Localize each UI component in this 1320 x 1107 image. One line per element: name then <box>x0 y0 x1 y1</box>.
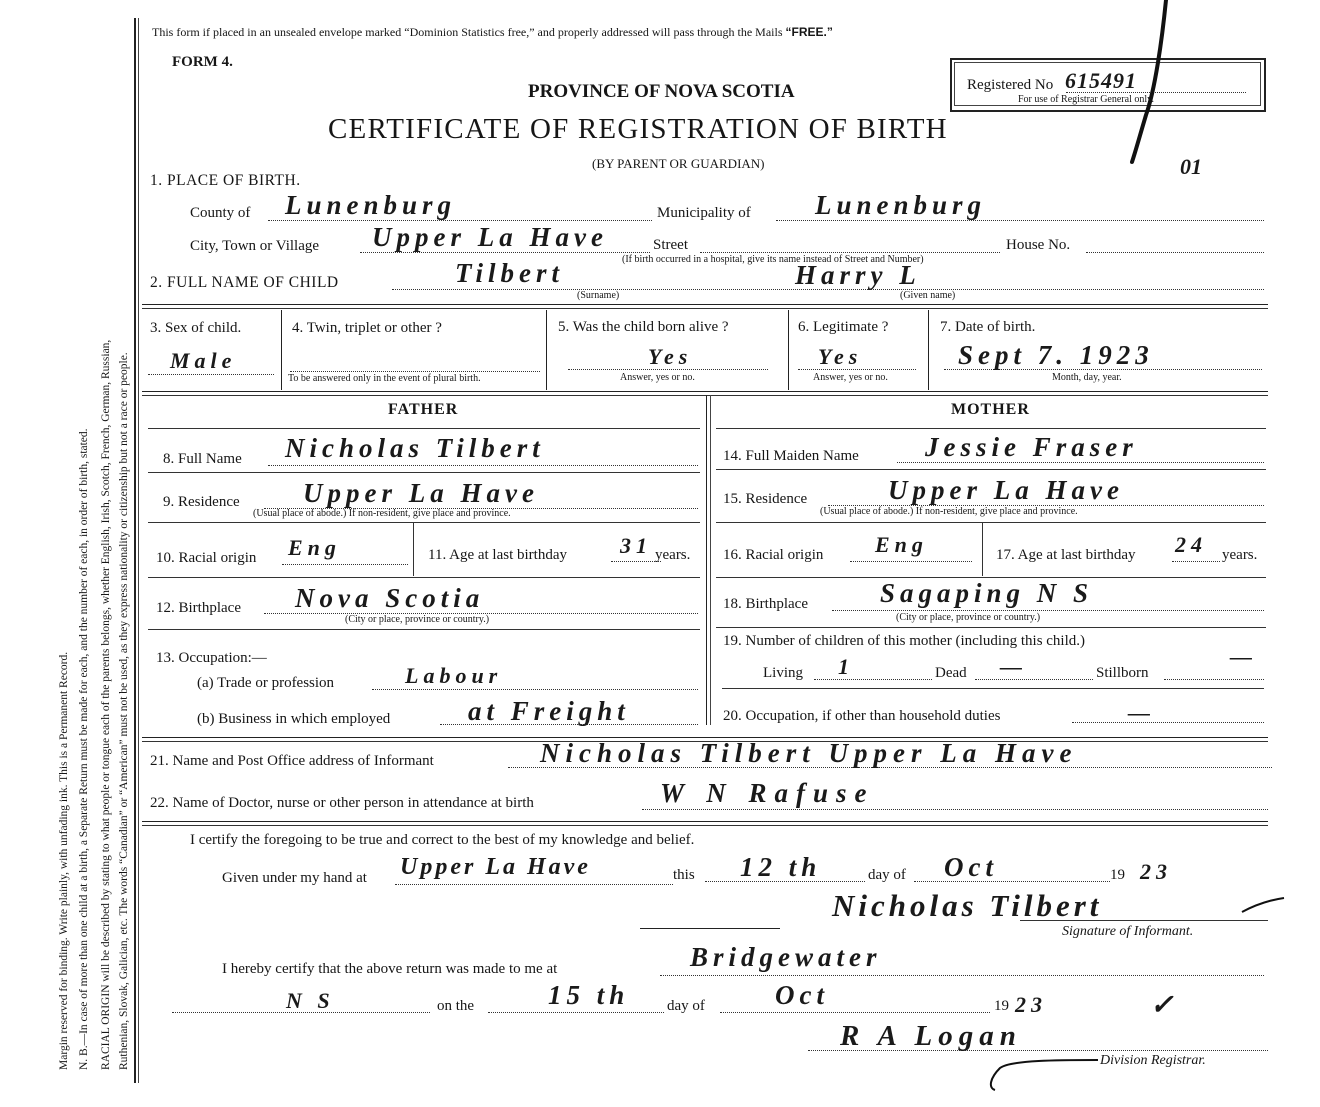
dob-label: 7. Date of birth. <box>940 319 1036 335</box>
alive-value: Yes <box>648 344 693 369</box>
twin-note: To be answered only in the event of plural birth. <box>288 373 481 384</box>
doctor-label: 22. Name of Doctor, nurse or other person in attendance at birth <box>150 795 534 811</box>
informant-signature-caption: Signature of Informant. <box>1062 924 1194 939</box>
doctor-value: W N Rafuse <box>660 778 875 808</box>
father-birthplace-note: (City or place, province or country.) <box>345 614 490 625</box>
father-trade-value: Labour <box>405 663 503 688</box>
registrar-place2-value: N S <box>286 988 335 1013</box>
registrar-month-value: Oct <box>775 980 829 1010</box>
legitimate-note: Answer, yes or no. <box>813 372 888 383</box>
father-race-label: 10. Racial origin <box>156 550 257 566</box>
registrar-day-value: 15 th <box>548 980 630 1010</box>
certify-year-prefix: 19 <box>1110 867 1125 883</box>
form-number: FORM 4. <box>172 54 233 70</box>
father-race-value: Eng <box>288 535 341 560</box>
certify-statement: I certify the foregoing to be true and correct to the best of my knowledge and belief. <box>190 832 695 848</box>
dob-value: Sept 7. 1923 <box>958 340 1154 370</box>
mother-dead-label: Dead <box>935 665 967 681</box>
mother-age-label: 17. Age at last birthday <box>996 547 1136 563</box>
top-notice: This form if placed in an unsealed envelope marked “Dominion Statistics free,” and properly addressed will pass through the Mails “FREE.” <box>152 25 833 39</box>
mother-occupation-value: — <box>1128 700 1155 725</box>
informant-value: Nicholas Tilbert Upper La Have <box>540 738 1078 768</box>
registration-note: For use of Registrar General only. <box>1018 94 1154 105</box>
mother-living-value: 1 <box>838 654 854 679</box>
given-place-value: Upper La Have <box>400 854 591 880</box>
city-value: Upper La Have <box>372 222 608 252</box>
father-residence-label: 9. Residence <box>163 494 240 510</box>
dob-note: Month, day, year. <box>1052 372 1122 383</box>
father-business-value: at Freight <box>468 696 630 726</box>
registrar-on-label: on the <box>437 998 475 1014</box>
mother-race-value: Eng <box>875 532 928 557</box>
twin-label: 4. Twin, triplet or other ? <box>292 320 442 336</box>
alive-note: Answer, yes or no. <box>620 372 695 383</box>
father-age-label: 11. Age at last birthday <box>428 547 567 563</box>
registrar-statement: I hereby certify that the above return was made to me at <box>222 961 558 977</box>
father-name-label: 8. Full Name <box>163 451 242 467</box>
mother-residence-value: Upper La Have <box>888 475 1124 505</box>
certify-day-label: day of <box>868 867 906 883</box>
father-trade-label: (a) Trade or profession <box>197 675 335 691</box>
registrar-place-value: Bridgewater <box>690 942 882 972</box>
sex-value: Male <box>170 348 237 373</box>
this-label: this <box>673 867 695 883</box>
father-heading: FATHER <box>388 401 459 418</box>
registrar-signature: R A Logan <box>840 1020 1022 1052</box>
margin-note-racial-origin: RACIAL ORIGIN will be described by stating to what people or tongue each of the parents belongs, whether English, Irish, Scotch, French, German, Russian, <box>100 339 112 1070</box>
mother-residence-label: 15. Residence <box>723 491 808 507</box>
alive-label: 5. Was the child born alive ? <box>558 319 729 335</box>
mother-residence-note: (Usual place of abode.) If non-resident, give place and province. <box>820 506 1078 517</box>
margin-note-binding: Margin reserved for binding. Write plainly, with unfading ink. This is a Permanent Record. <box>58 651 70 1070</box>
father-birthplace-label: 12. Birthplace <box>156 600 241 616</box>
page-title: CERTIFICATE OF REGISTRATION OF BIRTH <box>328 113 948 145</box>
city-label: City, Town or Village <box>190 238 320 254</box>
registration-number: 615491 <box>1065 68 1137 93</box>
page-subtitle: (BY PARENT OR GUARDIAN) <box>592 156 765 171</box>
hospital-note: (If birth occurred in a hospital, give its name instead of Street and Number) <box>622 254 924 265</box>
margin-note-racial-words: Ruthenian, Slovak, Galician, etc. The words “Canadian” or “American” must not be used, as they express nationality or citizenship but not a race or people. <box>118 352 130 1070</box>
surname-caption: (Surname) <box>577 290 620 301</box>
mother-race-label: 16. Racial origin <box>723 547 824 563</box>
given-label: Given under my hand at <box>222 870 367 886</box>
registrar-caption: Division Registrar. <box>1100 1053 1206 1068</box>
mother-birthplace-value: Sagaping N S <box>880 578 1094 608</box>
father-residence-value: Upper La Have <box>303 478 539 508</box>
father-birthplace-value: Nova Scotia <box>295 583 485 613</box>
registrar-year-suffix: 23 <box>1015 992 1047 1017</box>
municipality-value: Lunenburg <box>815 190 987 220</box>
registration-label: Registered No <box>967 77 1054 93</box>
certify-day-value: 12 th <box>740 852 822 882</box>
father-business-label: (b) Business in which employed <box>197 711 391 727</box>
informant-label: 21. Name and Post Office address of Informant <box>150 753 434 769</box>
mother-age-unit: years. <box>1222 547 1258 563</box>
informant-signature: Nicholas Tilbert <box>832 888 1103 923</box>
mother-birthplace-label: 18. Birthplace <box>723 596 808 612</box>
certify-year-suffix: 23 <box>1140 859 1172 884</box>
margin-note-nb: N. B.—In case of more than one child at a birth, a Separate Return must be made for each, and the number of each, in order of birth, stated. <box>78 428 90 1070</box>
mother-living-label: Living <box>763 665 803 681</box>
given-name-caption: (Given name) <box>900 290 956 301</box>
legitimate-value: Yes <box>818 344 863 369</box>
mother-dead-value: — <box>1000 654 1027 679</box>
father-residence-note: (Usual place of abode.) If non-resident, give place and province. <box>253 508 511 519</box>
father-age-unit: years. <box>655 547 691 563</box>
child-surname: Tilbert <box>455 258 564 288</box>
mother-name-value: Jessie Fraser <box>925 432 1138 462</box>
street-label: Street <box>653 237 688 253</box>
mother-birthplace-note: (City or place, province or country.) <box>896 612 1041 623</box>
corner-mark: 01 <box>1180 154 1202 179</box>
county-value: Lunenburg <box>285 190 457 220</box>
father-age-value: 31 <box>620 533 652 558</box>
child-name-label: 2. FULL NAME OF CHILD <box>150 274 339 291</box>
municipality-label: Municipality of <box>657 205 751 221</box>
place-of-birth-heading: 1. PLACE OF BIRTH. <box>150 172 301 189</box>
father-name-value: Nicholas Tilbert <box>285 433 545 463</box>
mother-children-label: 19. Number of children of this mother (including this child.) <box>723 633 1086 649</box>
mother-stillborn-value: — <box>1230 644 1257 669</box>
legitimate-label: 6. Legitimate ? <box>798 319 889 335</box>
mother-heading: MOTHER <box>951 401 1030 418</box>
sex-label: 3. Sex of child. <box>150 320 242 336</box>
mother-occupation-label: 20. Occupation, if other than household duties <box>723 708 1001 724</box>
province-heading: PROVINCE OF NOVA SCOTIA <box>528 81 795 102</box>
county-label: County of <box>190 205 251 221</box>
certify-month-value: Oct <box>944 852 998 882</box>
child-given-name: Harry L <box>795 260 921 290</box>
registrar-year-prefix: 19 <box>994 998 1009 1014</box>
father-occupation-label: 13. Occupation:— <box>156 650 267 666</box>
registrar-check-mark: ✓ <box>1150 990 1174 1021</box>
mother-age-value: 24 <box>1175 532 1207 557</box>
mother-stillborn-label: Stillborn <box>1096 665 1149 681</box>
registrar-day-label: day of <box>667 998 705 1014</box>
house-label: House No. <box>1006 237 1071 253</box>
mother-name-label: 14. Full Maiden Name <box>723 448 859 464</box>
